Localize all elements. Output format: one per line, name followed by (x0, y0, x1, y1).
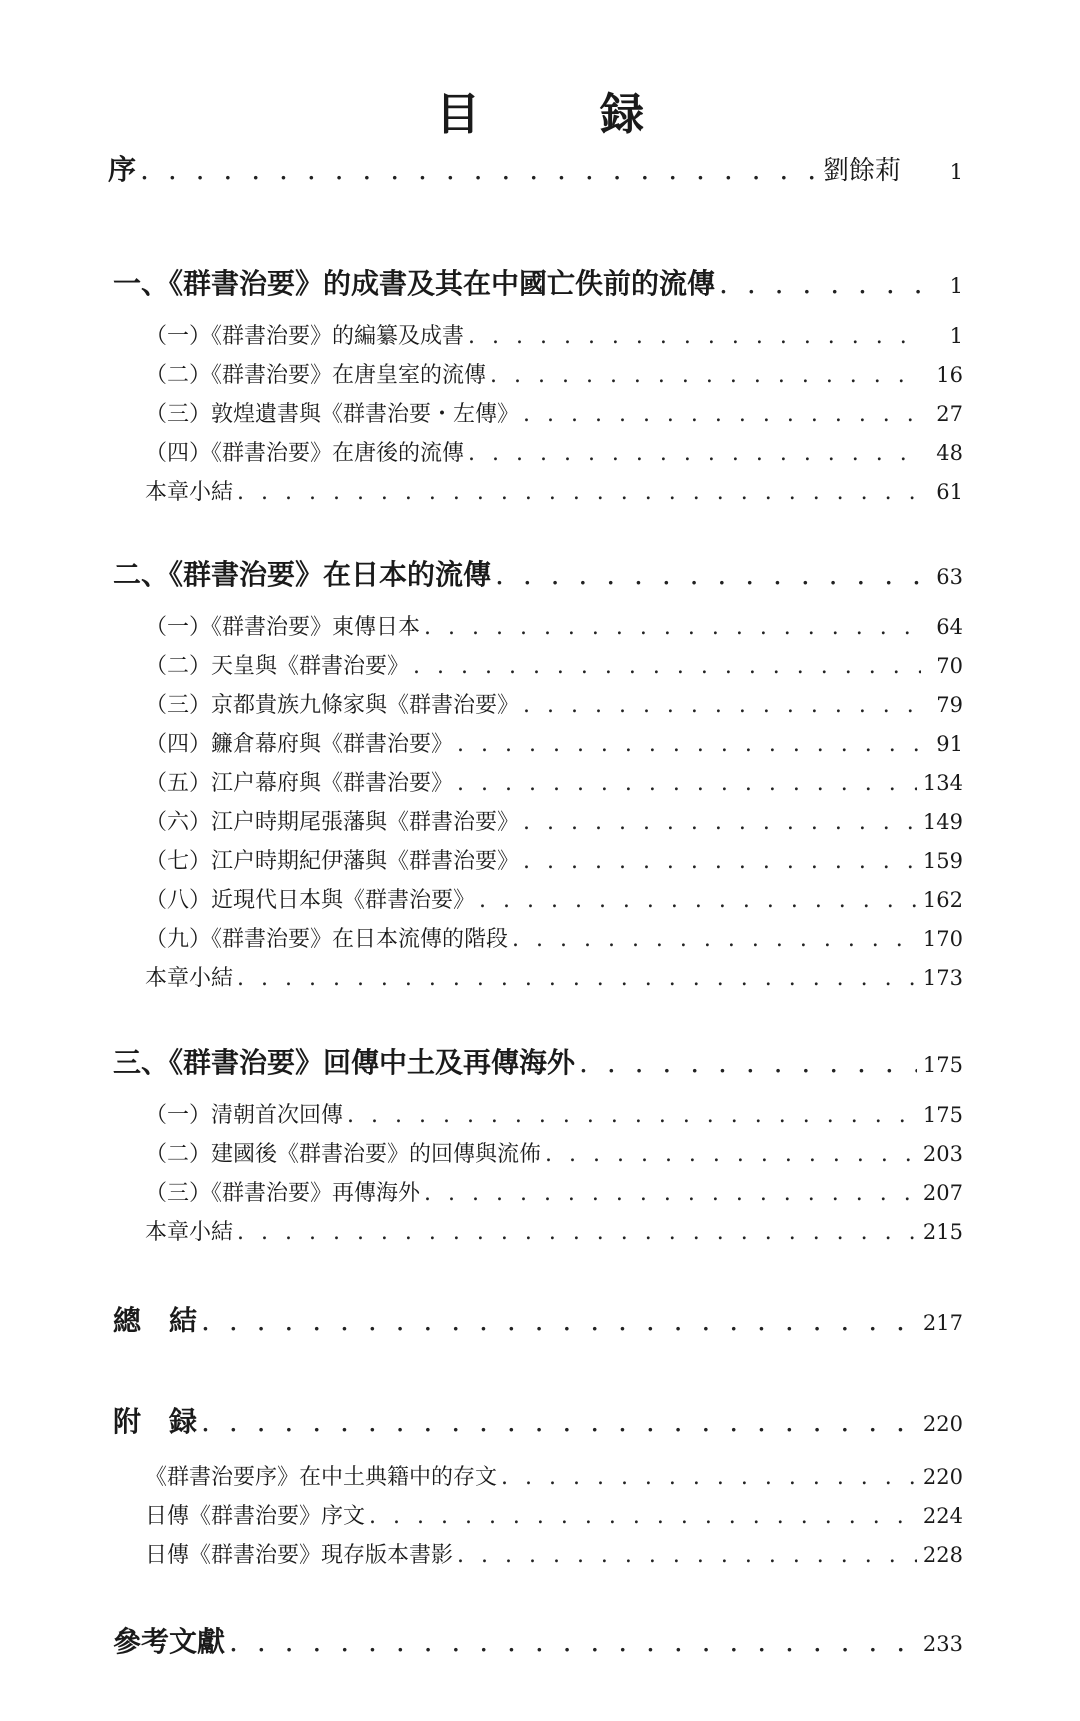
dot-leader (468, 441, 921, 466)
dot-leader (201, 1304, 917, 1337)
toc-entry-label: 《群書治要序》在中土典籍中的存文 (145, 1465, 498, 1490)
dot-leader (719, 267, 921, 300)
toc-entry[interactable] (145, 1137, 963, 1168)
dot-leader (495, 558, 921, 591)
toc-entry-page: 175 (922, 1103, 963, 1127)
toc-entry[interactable] (145, 961, 963, 992)
toc-entry-page: 61 (936, 480, 963, 504)
toc-entry-label: （三）京都貴族九條家與《群書治要》 (145, 693, 520, 718)
toc-entry-label: （一）《群書治要》東傳日本 (145, 615, 421, 640)
dot-leader (201, 1405, 917, 1438)
toc-entry-label: 日傳《群書治要》序文 (145, 1504, 366, 1529)
page-title: 目 録 (436, 89, 682, 140)
toc-entry-label: （四）鐮倉幕府與《群書治要》 (145, 732, 454, 757)
toc-entry-page: 215 (922, 1220, 963, 1244)
toc-entry[interactable] (145, 922, 963, 953)
toc-entry-label: （二）《群書治要》在唐皇室的流傳 (145, 363, 487, 388)
toc-entry-page: 220 (922, 1465, 963, 1489)
toc-entry-page: 27 (936, 402, 963, 426)
dot-leader (424, 1181, 917, 1206)
dot-leader (229, 1625, 917, 1658)
toc-entry-label: （七）江户時期紀伊藩與《群書治要》 (145, 849, 520, 874)
toc-chapter-page: 233 (922, 1632, 963, 1656)
toc-chapter-label: 一、《群書治要》的成書及其在中國亡佚前的流傳 (113, 267, 716, 300)
toc-chapter-conclusion[interactable] (113, 1299, 963, 1339)
toc-entry-page: 207 (922, 1181, 963, 1205)
toc-entry-label: （五）江户幕府與《群書治要》 (145, 771, 454, 796)
toc-chapter-references[interactable] (113, 1620, 963, 1660)
toc-entry-page: 173 (922, 966, 963, 990)
toc-entry[interactable] (145, 358, 963, 389)
toc-entry-label: （一）《群書治要》的編纂及成書 (145, 324, 465, 349)
toc-chapter-page: 217 (922, 1311, 963, 1335)
toc-chapter-label: 附 録 (113, 1405, 198, 1438)
toc-entry-page: 162 (922, 888, 963, 912)
toc-entry-page: 64 (936, 615, 963, 639)
toc-entry-author: 劉餘莉 (822, 156, 901, 186)
dot-leader (369, 1504, 917, 1529)
dot-leader (237, 480, 921, 505)
toc-chapter-page: 63 (936, 565, 963, 589)
toc-entry[interactable] (145, 805, 963, 836)
toc-entry-page: 16 (936, 363, 963, 387)
toc-entry[interactable] (145, 1460, 963, 1491)
toc-entry-label: 序 (108, 153, 137, 186)
toc-entry[interactable] (145, 727, 963, 758)
toc-entry-label: （二）天皇與《群書治要》 (145, 654, 410, 679)
toc-entry-label: 本章小結 (145, 480, 234, 505)
toc-entry[interactable] (145, 319, 963, 350)
toc-entry-label: （三）《群書治要》再傳海外 (145, 1181, 421, 1206)
toc-entry[interactable] (145, 766, 963, 797)
dot-leader (237, 966, 917, 991)
toc-entry-page: 79 (936, 693, 963, 717)
dot-leader (579, 1046, 917, 1079)
toc-entry-label: （八）近現代日本與《群書治要》 (145, 888, 476, 913)
toc-chapter-label: 二、《群書治要》在日本的流傳 (113, 558, 492, 591)
dot-leader (490, 363, 921, 388)
toc-entry-label: （三）敦煌遺書與《群書治要・左傳》 (145, 402, 520, 427)
toc-entry-page: 170 (922, 927, 963, 951)
toc-entry[interactable] (145, 1499, 963, 1530)
dot-leader (424, 615, 921, 640)
toc-entry-label: 本章小結 (145, 1220, 234, 1245)
toc-chapter-1[interactable] (113, 262, 963, 302)
dot-leader (347, 1103, 917, 1128)
toc-entry-label: 本章小結 (145, 966, 234, 991)
toc-entry-label: （四）《群書治要》在唐後的流傳 (145, 441, 465, 466)
toc-entry-label: （一）清朝首次回傳 (145, 1103, 344, 1128)
toc-entry-label: （二）建國後《群書治要》的回傳與流佈 (145, 1142, 542, 1167)
toc-entry-page: 70 (936, 654, 963, 678)
toc-entry[interactable] (145, 397, 963, 428)
toc-chapter-2[interactable] (113, 553, 963, 593)
toc-entry[interactable] (145, 883, 963, 914)
toc-entry[interactable] (145, 610, 963, 641)
toc-entry-label: （九）《群書治要》在日本流傳的階段 (145, 927, 509, 952)
toc-chapter-label: 三、《群書治要》回傳中土及再傳海外 (113, 1046, 576, 1079)
dot-leader (523, 693, 921, 718)
toc-chapter-appendix[interactable] (113, 1400, 963, 1440)
dot-leader (457, 1543, 917, 1568)
toc-entry[interactable] (145, 1098, 963, 1129)
toc-entry-page: 1 (949, 160, 963, 184)
toc-entry-page: 91 (936, 732, 963, 756)
dot-leader (523, 810, 917, 835)
toc-entry-page: 228 (922, 1543, 963, 1567)
dot-leader (479, 888, 917, 913)
toc-chapter-label: 總 結 (113, 1304, 198, 1337)
dot-leader (501, 1465, 917, 1490)
dot-leader (237, 1220, 917, 1245)
toc-entry-page: 134 (922, 771, 963, 795)
toc-chapter-page: 220 (922, 1412, 963, 1436)
toc-entry[interactable] (145, 688, 963, 719)
toc-entry-label: （六）江户時期尾張藩與《群書治要》 (145, 810, 520, 835)
dot-leader (545, 1142, 917, 1167)
toc-entry[interactable] (145, 1176, 963, 1207)
toc-entry-page: 203 (922, 1142, 963, 1166)
dot-leader (512, 927, 917, 952)
toc-chapter-3[interactable] (113, 1041, 963, 1081)
toc-chapter-page: 175 (922, 1053, 963, 1077)
toc-entry-page: 149 (922, 810, 963, 834)
toc-entry[interactable] (145, 1538, 963, 1569)
toc-entry[interactable] (145, 649, 963, 680)
toc-entry-page: 1 (949, 324, 963, 348)
dot-leader (457, 732, 921, 757)
dot-leader (140, 153, 817, 186)
toc-entry[interactable] (145, 436, 963, 467)
dot-leader (457, 771, 917, 796)
toc-chapter-page: 1 (949, 274, 963, 298)
toc-entry[interactable] (145, 1215, 963, 1246)
dot-leader (413, 654, 921, 679)
toc-entry-label: 日傳《群書治要》現存版本書影 (145, 1543, 454, 1568)
dot-leader (523, 402, 921, 427)
toc-entry-page: 48 (936, 441, 963, 465)
toc-entry-page: 159 (922, 849, 963, 873)
toc-entry-page: 224 (922, 1504, 963, 1528)
toc-entry[interactable] (145, 475, 963, 506)
toc-chapter-label: 參考文獻 (113, 1625, 226, 1658)
dot-leader (468, 324, 921, 349)
toc-entry-preface[interactable] (108, 148, 963, 188)
dot-leader (523, 849, 917, 874)
toc-entry[interactable] (145, 844, 963, 875)
